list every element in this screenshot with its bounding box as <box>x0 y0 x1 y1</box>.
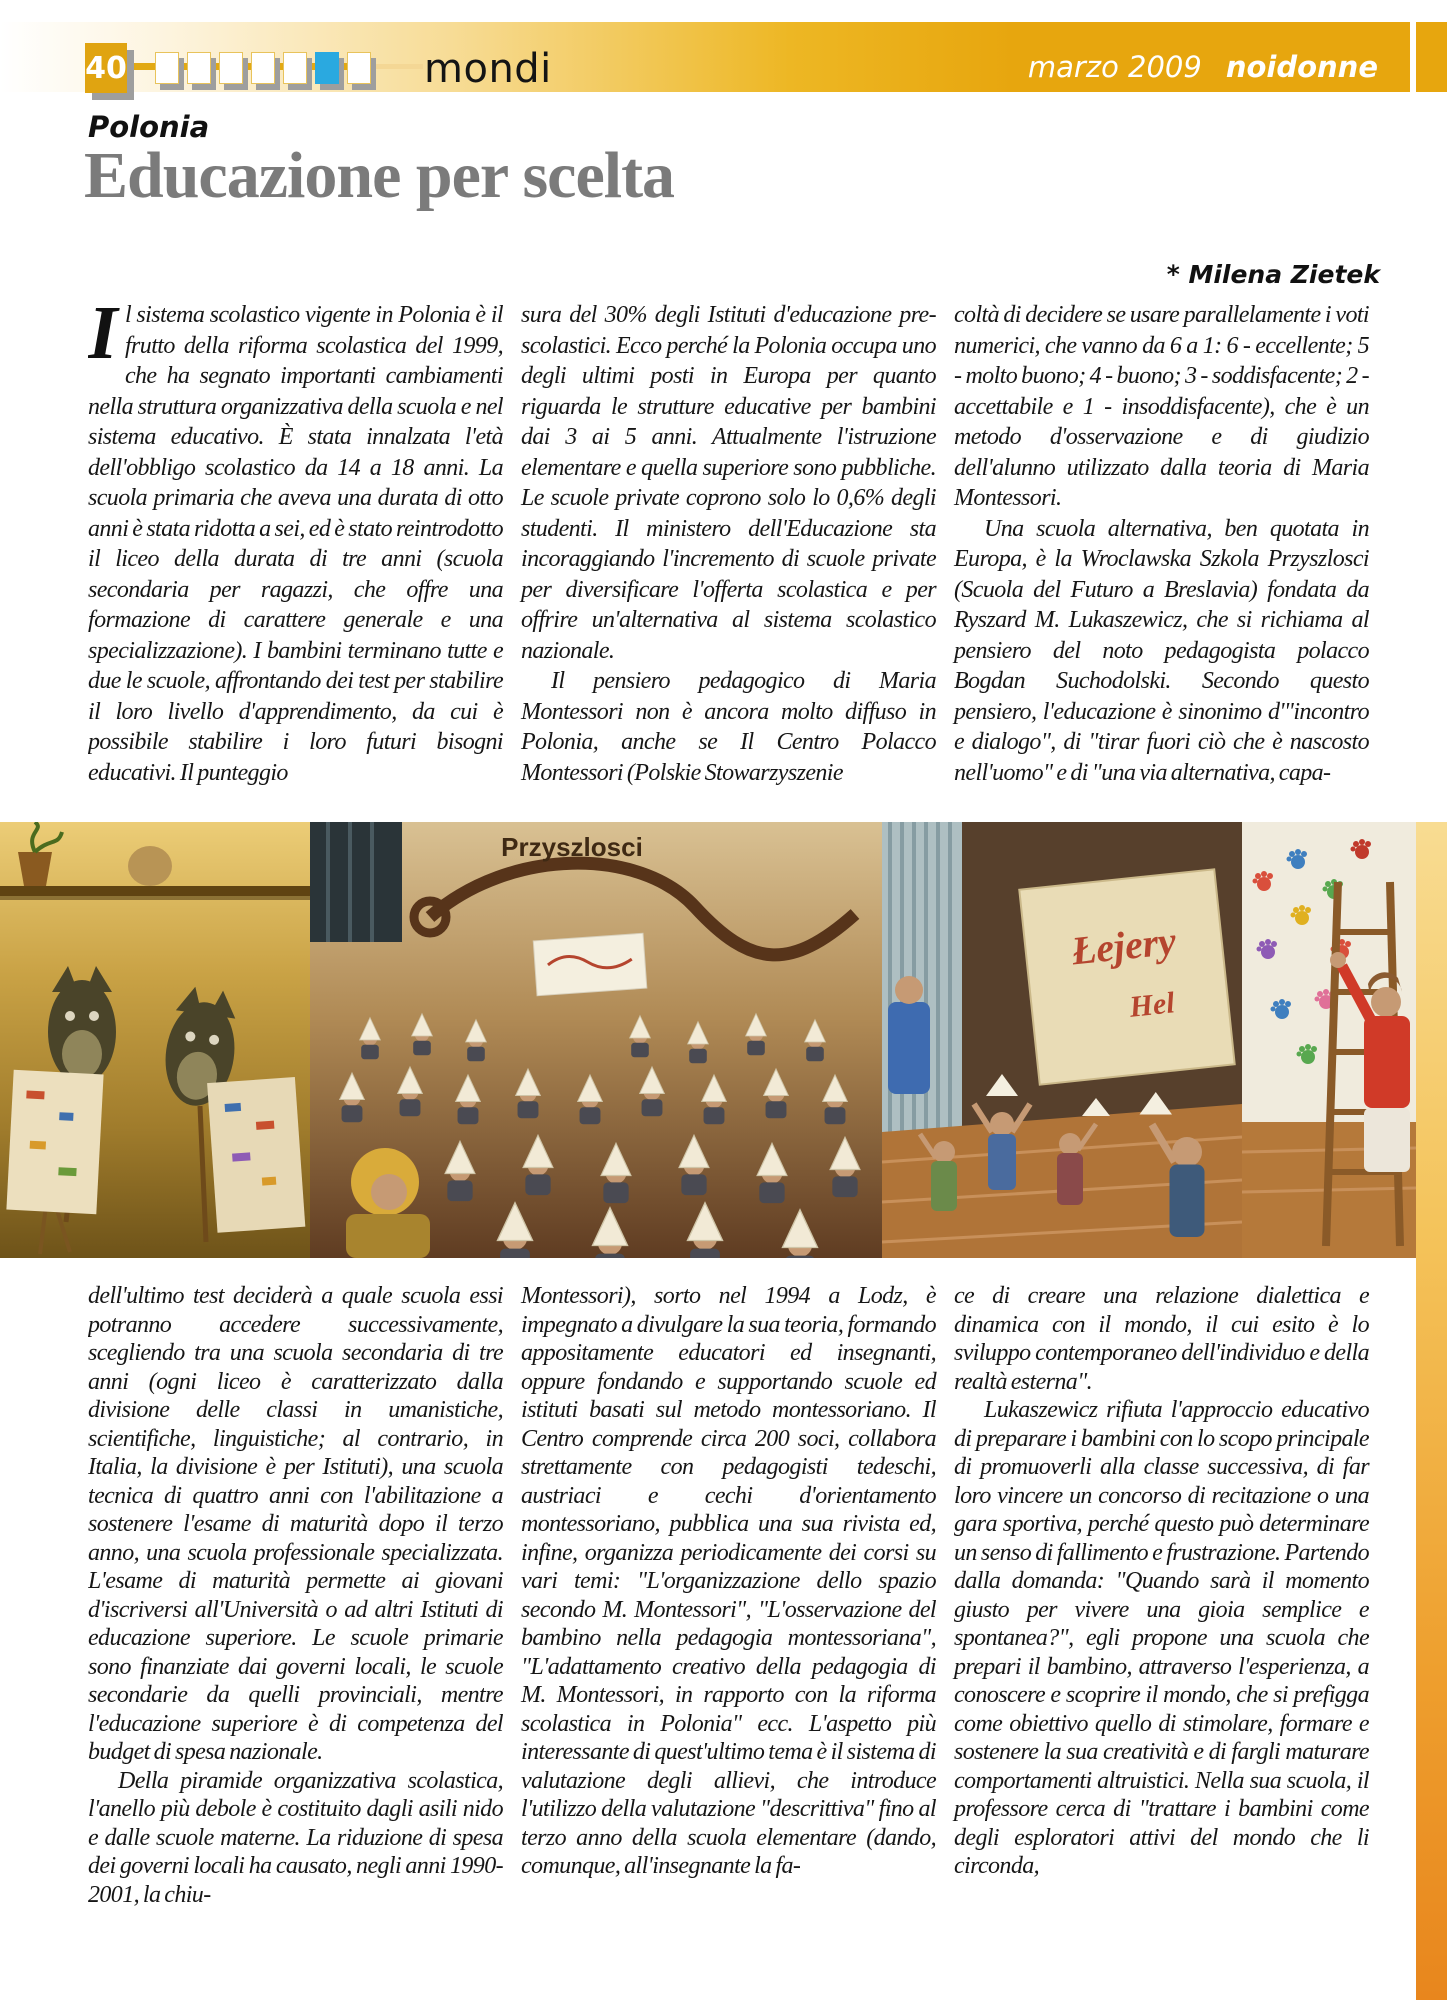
marker-square <box>283 52 307 84</box>
handprint-photo-illustration <box>1242 822 1416 1258</box>
banner-text-przyszlosci: Przyszlosci <box>501 832 643 862</box>
marker-square <box>347 52 371 84</box>
puppet-photo-illustration <box>0 822 310 1258</box>
paragraph: dell'ultimo test deciderà a quale scuola essi potranno accedere successivamente, scegliendo tra una scuola secondaria di tre anni (ogni liceo è caratterizzato dalla divisione delle classi in umanistiche, scientifiche, linguistiche; al contrario, in Italia, la divisione è per Istituti), una scuola tecnica di quattro anni con l'abilitazione a sostenere l'esame di maturità dopo il terzo anno, una scuola professionale specializzata. L'esame di maturità permette ai giovani d'iscriversi all'Università o ad altri Istituti di educazione superiore. Le scuole primarie sono finanziate dai governi locali, le scuole secondarie da quelli provinciali, mentre l'educazione superiore è di competenza del budget di spesa nazionale. <box>88 1283 503 1765</box>
banner-text-hel: Hel <box>1127 986 1177 1024</box>
article-body-bottom <box>88 1282 1382 1922</box>
column-top-2 <box>521 300 936 822</box>
photo-children-paper-hats <box>310 822 882 1258</box>
article-byline: * Milena Zietek <box>1166 260 1380 289</box>
banner-text-lejery: Łejery <box>1069 917 1178 974</box>
paragraph <box>88 300 503 788</box>
column-bottom-3 <box>954 1282 1369 1922</box>
section-title: mondi <box>424 46 552 92</box>
magazine-brand: noidonne <box>1225 50 1378 84</box>
paragraph: Montessori), sorto nel 1994 a Lodz, è impegnato a divulgare la sua teoria, formando appositamente educatori ed insegnanti, oppure fondando e supportando scuole ed istituti basati sul metodo montessoriano. Il Centro comprende circa 200 soci, collabora strettamente con pedagogisti tedeschi, austriaci e cechi d'orientamento montessoriano, pubblica una sua rivista ed, infine, organizza periodicamente dei corsi su vari temi: "L'organizzazione dello spazio secondo M. Montessori", "L'osservazione del bambino nella pedagogia montessoriana", "L'adattamento creativo della pedagogia di M. Montessori, in rapporto con la riforma scolastica in Polonia" ecc. L'aspetto più interessante di quest'ultimo tema è il sistema di valutazione degli allievi, che introduce l'utilizzo della valutazione "descrittiva" fino al terzo anno della scuola elementare (dando, comunque, all'insegnante la fa- <box>521 1283 936 1879</box>
article-title: Educazione per scelta <box>84 139 675 212</box>
marker-square-active <box>315 52 339 84</box>
paragraph: ce di creare una relazione dialettica e dinamica con il mondo, il cui esito è lo sviluppo contemporaneo dell'individuo e della realtà esterna". <box>954 1283 1369 1395</box>
page-number-badge: 40 <box>85 43 127 93</box>
column-bottom-1 <box>88 1282 503 1922</box>
issue-line <box>900 50 1378 84</box>
article-kicker: Polonia <box>88 110 210 144</box>
drop-cap: I <box>88 300 117 375</box>
article-body-top <box>88 300 1382 822</box>
column-top-1 <box>88 300 503 822</box>
paragraph: coltà di decidere se usare parallelamente i voti numerici, che vanno da 6 a 1: 6 - eccellente; 5 - molto buono; 4 - buono; 3 - soddisfacente; 2 - accettabile e 1 - insoddisfacente), che è un metodo d'osservazione e di giudizio dell'alunno utilizzato dalla teoria di Maria Montessori. <box>954 302 1369 511</box>
marker-square <box>251 52 275 84</box>
marker-square <box>219 52 243 84</box>
header-band-edge <box>1416 22 1447 92</box>
column-bottom-2 <box>521 1282 936 1922</box>
paragraph: Lukaszewicz rifiuta l'approccio educativo di preparare i bambini con lo scopo principale di promuoverli alla classe successiva, di far loro vincere un concorso di recitazione o una gara sportiva, perché questo può determinare un senso di fallimento e frustrazione. Partendo dalla domanda: "Quando sarà il momento giusto per vivere una gioia semplice e spontanea?", egli propone una scuola che prepari il bambino, attraverso l'esperienza, a conoscere e scoprire il mondo, che si prefigga come obiettivo quello di stimolare, formare e sostenere la sua creatività e di fargli maturare comportamenti altruistici. Nella sua scuola, il professore cerca di "trattare i bambini come degli esploratori attivi del mondo che li circonda, <box>954 1397 1369 1879</box>
photo-handprint-wall <box>1242 822 1416 1258</box>
photo-strip <box>0 822 1416 1258</box>
paragraph: Della piramide organizzativa scolastica, l'anello più debole è costituito dagli asili nido e dalle scuole materne. La riduzione di spesa dei governi locali ha causato, negli anni 1990-2001, la chiu- <box>88 1767 503 1908</box>
page-marker-squares <box>155 52 371 84</box>
lejery-photo-illustration <box>882 822 1242 1258</box>
photo-lejery-banner-room <box>882 822 1242 1258</box>
marker-square <box>187 52 211 84</box>
children-photo-illustration <box>310 822 882 1258</box>
paragraph: sura del 30% degli Istituti d'educazione pre-scolastici. Ecco perché la Polonia occupa uno degli ultimi posti in Europa per quanto riguarda le strutture educative per bambini dai 3 ai 5 anni. Attualmente l'istruzione elementare e quella superiore sono pubbliche. Le scuole private coprono solo lo 0,6% degli studenti. Il ministero dell'Educazione sta incoraggiando l'incremento di scuole private per diversificare l'offerta scolastica e per offrire un'alternativa al sistema scolastico nazionale. <box>521 302 936 664</box>
column-top-3 <box>954 300 1369 822</box>
photo-puppet-workshop <box>0 822 310 1258</box>
paragraph: Una scuola alternativa, ben quotata in Europa, è la Wroclawska Szkola Przyszlosci (Scuola del Futuro a Breslavia) fondata da Ryszard M. Lukaszewicz, che si richiama al pensiero del noto pedagogista polacco Bogdan Suchodolski. Secondo questo pensiero, l'educazione è sinonimo d'"incontro e dialogo", di "tirar fuori ciò che è nascosto nell'uomo" e di "una via alternativa, capa- <box>954 515 1369 786</box>
paragraph: Il pensiero pedagogico di Maria Montessori non è ancora molto diffuso in Polonia, anche se Il Centro Polacco Montessori (Polskie Stowarzyszenie <box>521 668 936 786</box>
page-edge-strip <box>1416 822 1447 2000</box>
marker-square <box>155 52 179 84</box>
issue-date: marzo 2009 <box>1027 50 1202 84</box>
paragraph-text: l sistema scolastico vigente in Polonia è il frutto della riforma scolastica del 1999, che ha segnato importanti cambiamenti nella struttura organizzativa della scuola e nel sistema educativo. È stata innalzata l'età dell'obbligo scolastico da 14 a 18 anni. La scuola primaria che aveva una durata di otto anni è stata ridotta a sei, ed è stato reintrodotto il liceo della durata di tre anni (scuola secondaria per ragazzi, che offre una formazione di carattere generale e una specializzazione). I bambini terminano tutte e due le scuole, affrontando dei test per stabilire il loro livello d'apprendimento, da cui è possibile stabilire i loro futuri bisogni educativi. Il punteggio <box>88 302 503 786</box>
